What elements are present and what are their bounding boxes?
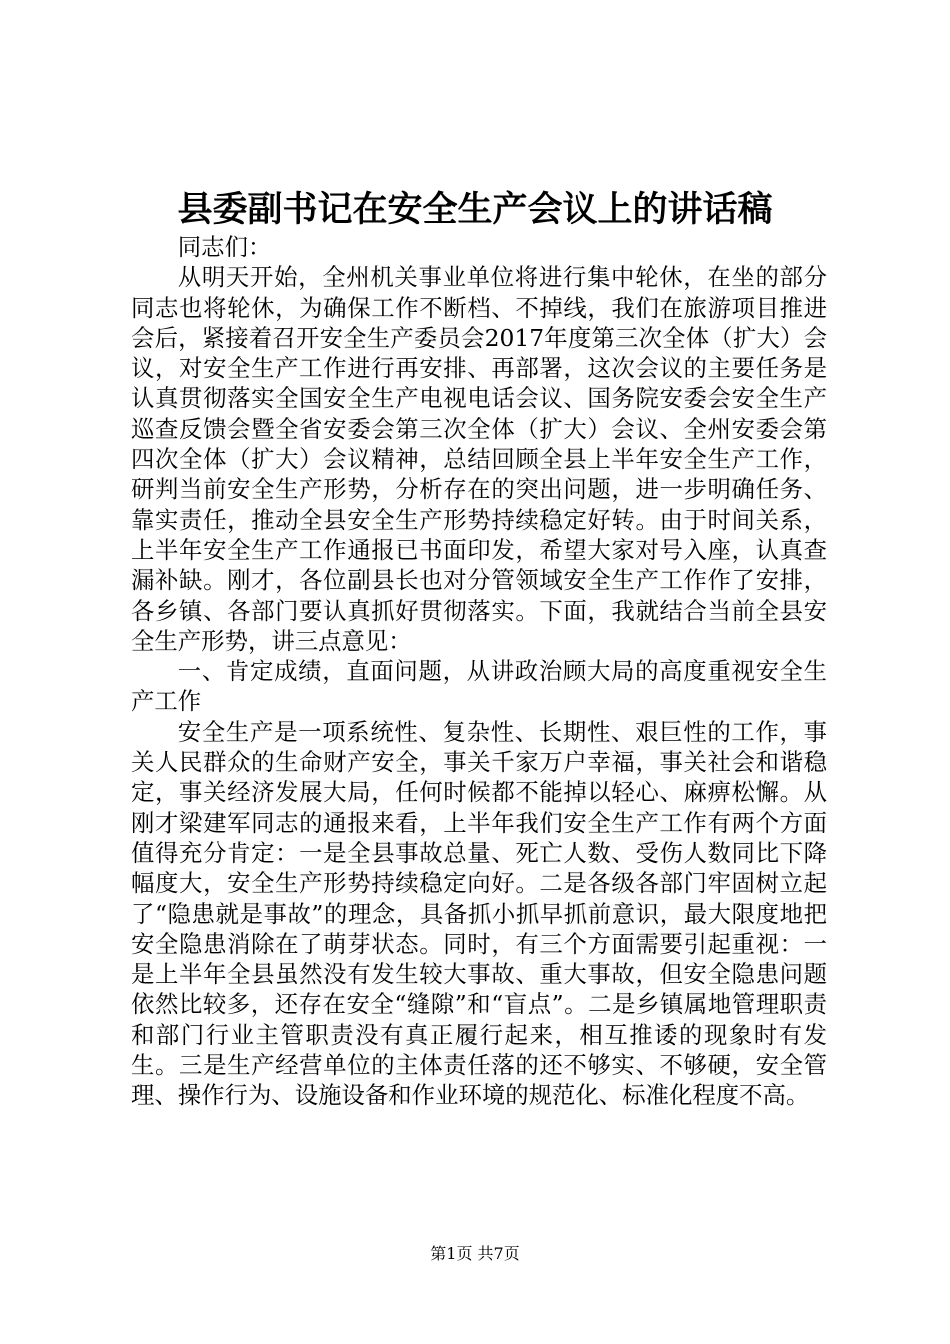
intro-paragraph: 从明天开始，全州机关事业单位将进行集中轮休，在坐的部分同志也将轮休，为确保工作不断档、不掉线，我们在旅游项目推进会后，紧接着召开安全生产委员会2017年度第三次全体（扩大）会议，对安全生产工作进行再安排、再部署，这次会议的主要任务是认真贯彻落实全国安全生产电视电话会议、国务院安委会安全生产巡查反馈会暨全省安委会第三次全体（扩大）会议、全州安委会第四次全体（扩大）会议精神，总结回顾全县上半年安全生产工作，研判当前安全生产形势，分析存在的突出问题，进一步明确任务、靠实责任，推动全县安全生产形势持续稳定好转。由于时间关系，上半年安全生产工作通报已书面印发，希望大家对号入座，认真查漏补缺。刚才，各位副县长也对分管领域安全生产工作作了安排，各乡镇、各部门要认真抓好贯彻落实。下面，我就结合当前全县安全生产形势，讲三点意见： xyxy=(131,263,827,655)
section-heading-paragraph: 一、肯定成绩，直面问题，从讲政治顾大局的高度重视安全生产工作 xyxy=(131,657,827,716)
body-paragraph: 安全生产是一项系统性、复杂性、长期性、艰巨性的工作，事关人民群众的生命财产安全，事关千家万户幸福，事关社会和谐稳定，事关经济发展大局，任何时候都不能掉以轻心、麻痹松懈。从刚才梁建军同志的通报来看，上半年我们安全生产工作有两个方面值得充分肯定：一是全县事故总量、死亡人数、受伤人数同比下降幅度大，安全生产形势持续稳定向好。二是各级各部门牢固树立起了“隐患就是事故”的理念，具备抓小抓早抓前意识，最大限度地把安全隐患消除在了萌芽状态。同时，有三个方面需要引起重视：一是上半年全县虽然没有发生较大事故、重大事故，但安全隐患问题依然比较多，还存在安全“缝隙”和“盲点”。二是乡镇属地管理职责和部门行业主管职责没有真正履行起来，相互推诿的现象时有发生。三是生产经营单位的主体责任落的还不够实、不够硬，安全管理、操作行为、设施设备和作业环境的规范化、标准化程度不高。 xyxy=(131,717,827,1110)
document-body xyxy=(131,232,827,1111)
salutation-paragraph: 同志们： xyxy=(177,233,272,261)
document-title: 县委副书记在安全生产会议上的讲话稿 xyxy=(177,189,773,230)
page-footer: 第1页 共7页 xyxy=(430,1244,520,1263)
